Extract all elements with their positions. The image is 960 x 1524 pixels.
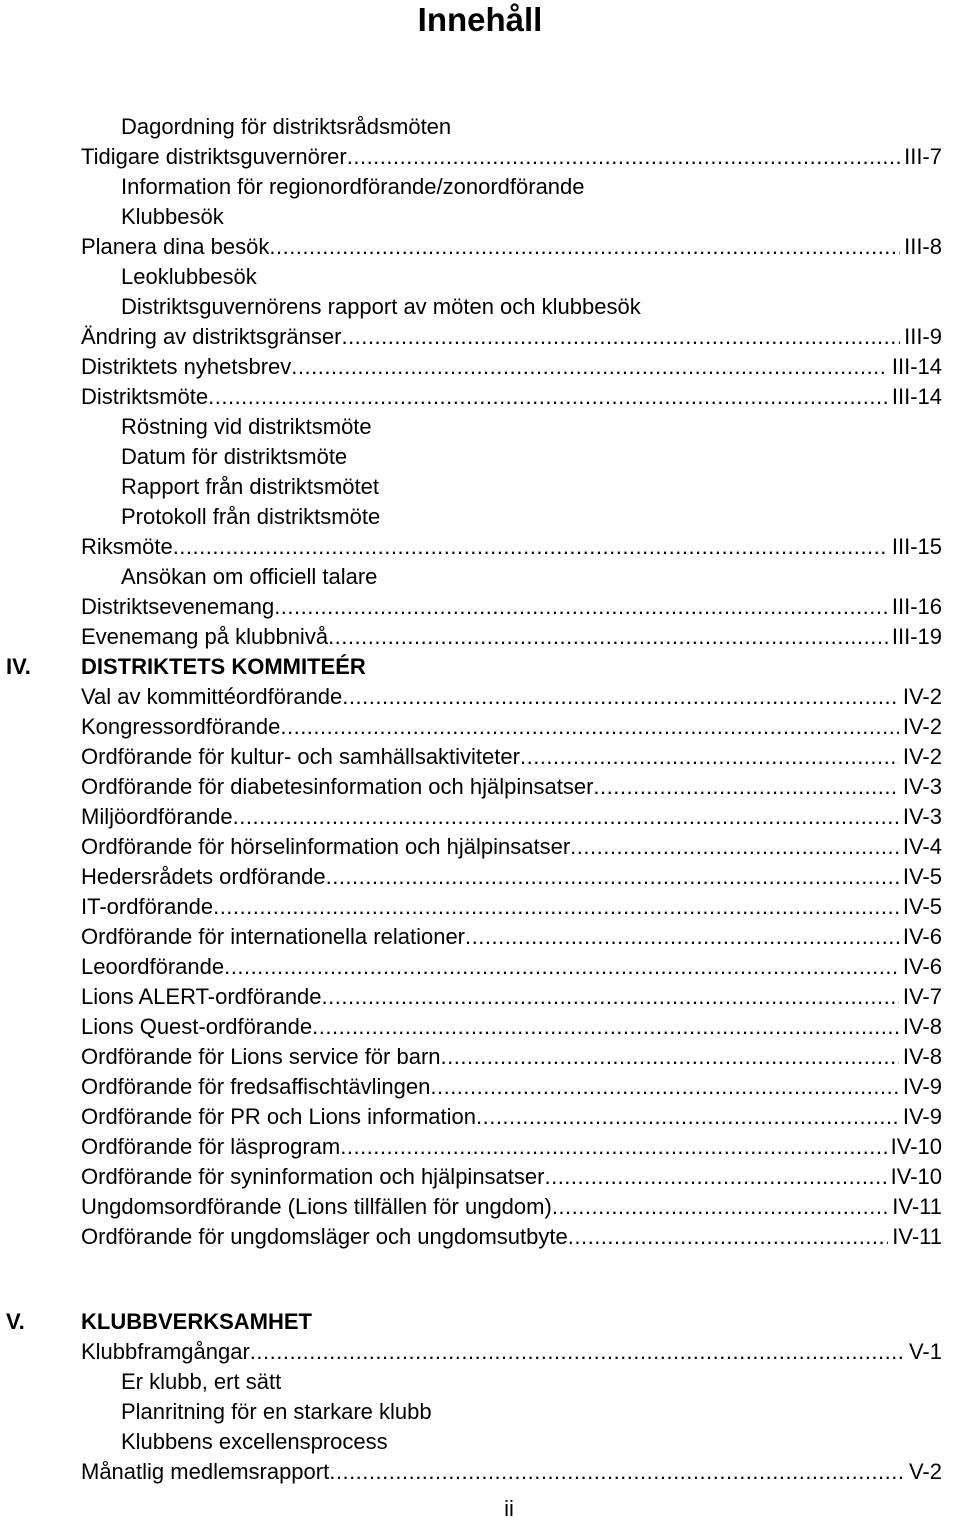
toc-entry-label: Månatlig medlemsrapport	[81, 1459, 330, 1484]
toc-entry-label: Ordförande för läsprogram	[81, 1134, 341, 1159]
toc-entry-label: Ungdomsordförande (Lions tillfällen för ungdom)	[81, 1194, 552, 1219]
toc-page-number: IV-3	[902, 774, 942, 799]
toc-entry	[0, 202, 960, 232]
toc-page-number: IV-11	[892, 1224, 942, 1249]
toc-entry	[0, 592, 960, 622]
leader-dots	[280, 712, 899, 742]
leader-dots	[250, 1337, 905, 1367]
toc-entry	[0, 1072, 960, 1102]
toc-page-number: IV-7	[902, 984, 942, 1009]
toc-entry-label: Evenemang på klubbnivå	[81, 624, 329, 649]
toc-entry	[0, 232, 960, 262]
toc-entry	[0, 1012, 960, 1042]
leader-dots	[224, 952, 899, 982]
leader-dots	[341, 322, 900, 352]
toc-entry-label: Lions Quest-ordförande	[81, 1014, 313, 1039]
leader-dots	[340, 1132, 886, 1162]
toc-page-number: IV-3	[902, 804, 942, 829]
toc-entry-label: Ansökan om officiell talare	[121, 564, 378, 589]
leader-dots	[347, 142, 900, 172]
toc-entry-label: Leoklubbesök	[121, 264, 257, 289]
toc-entry	[0, 712, 960, 742]
section-title: KLUBBVERKSAMHET	[81, 1309, 312, 1334]
page-number-footer: ii	[504, 1496, 514, 1521]
toc-entry-label: Ordförande för syninformation och hjälpinsatser	[81, 1164, 545, 1189]
toc-entry	[0, 832, 960, 862]
toc-entry	[0, 1367, 960, 1397]
toc-entry	[0, 622, 960, 652]
toc-entry-label: Klubbframgångar	[81, 1339, 250, 1364]
toc-page-number: III-19	[891, 624, 942, 649]
toc-entry	[0, 1222, 960, 1252]
leader-dots	[465, 922, 899, 952]
leader-dots	[520, 742, 899, 772]
toc-page-number: IV-9	[902, 1074, 942, 1099]
section-heading	[0, 652, 960, 682]
toc-entry	[0, 322, 960, 352]
leader-dots	[328, 622, 888, 652]
toc-entry-label: Ordförande för internationella relationer	[81, 924, 466, 949]
leader-dots	[274, 592, 888, 622]
leader-dots	[269, 232, 900, 262]
leader-dots	[593, 772, 898, 802]
toc-page-number: IV-9	[902, 1104, 942, 1129]
toc-page-number: IV-11	[892, 1194, 942, 1219]
leader-dots	[552, 1192, 888, 1222]
toc-entry-label: Riksmöte	[81, 534, 173, 559]
toc-entry	[0, 502, 960, 532]
toc-entry-label: Ordförande för ungdomsläger och ungdomsutbyte	[81, 1224, 568, 1249]
toc-page-number: III-9	[904, 324, 942, 349]
toc-page-number: III-16	[891, 594, 942, 619]
toc-entry-label: Datum för distriktsmöte	[121, 444, 348, 469]
toc-entry-label: IT-ordförande	[81, 894, 214, 919]
leader-dots	[291, 352, 888, 382]
toc-entry-label: Ordförande för hörselinformation och hjälpinsatser	[81, 834, 571, 859]
toc-entry-label: Ordförande för Lions service för barn	[81, 1044, 441, 1069]
toc-entry-label: Planera dina besök	[81, 234, 270, 259]
toc-entry	[0, 742, 960, 772]
toc-entry-label: Klubbesök	[121, 204, 224, 229]
toc-page-number: IV-2	[902, 744, 942, 769]
toc-entry	[0, 952, 960, 982]
toc-entry	[0, 412, 960, 442]
leader-dots	[173, 532, 888, 562]
leader-dots	[568, 1222, 889, 1252]
leader-dots	[312, 1012, 899, 1042]
toc-entry	[0, 1397, 960, 1427]
toc-entry-label: Distriktets nyhetsbrev	[81, 354, 292, 379]
leader-dots	[441, 1042, 899, 1072]
toc-entry	[0, 382, 960, 412]
toc-entry	[0, 922, 960, 952]
toc-entry	[0, 1132, 960, 1162]
toc-page-number: IV-8	[902, 1044, 942, 1069]
toc-page-number: IV-6	[902, 954, 942, 979]
toc-page-number: IV-10	[890, 1134, 942, 1159]
leader-dots	[213, 892, 899, 922]
toc-page-number: III-14	[891, 384, 942, 409]
toc-page-number: V-2	[908, 1459, 942, 1484]
toc-entry	[0, 1192, 960, 1222]
toc-entry	[0, 1162, 960, 1192]
toc-entry	[0, 562, 960, 592]
toc-entry-label: Kongressordförande	[81, 714, 281, 739]
toc-entry	[0, 1427, 960, 1457]
toc-entry-label: Rapport från distriktsmötet	[121, 474, 379, 499]
toc-entry	[0, 1337, 960, 1367]
toc-entry	[0, 772, 960, 802]
toc-entry-label: Ordförande för PR och Lions information	[81, 1104, 476, 1129]
toc-page-number: IV-4	[902, 834, 942, 859]
toc-entry-label: Ändring av distriktsgränser	[81, 324, 342, 349]
toc-page-number: IV-10	[890, 1164, 942, 1189]
toc-entry	[0, 442, 960, 472]
toc-entry-label: Hedersrådets ordförande	[81, 864, 326, 889]
toc-entry	[0, 682, 960, 712]
toc-entry-label: Miljöordförande	[81, 804, 233, 829]
toc-entry	[0, 172, 960, 202]
section-number: IV.	[6, 654, 31, 679]
section-number: V.	[6, 1309, 25, 1334]
toc-entry-label: Klubbens excellensprocess	[121, 1429, 388, 1454]
leader-dots	[430, 1072, 899, 1102]
toc-entry-label: Tidigare distriktsguvernörer	[81, 144, 347, 169]
toc-entry-label: Lions ALERT-ordförande	[81, 984, 322, 1009]
toc-entry-label: Planritning för en starkare klubb	[121, 1399, 432, 1424]
toc-page-number: III-8	[904, 234, 942, 259]
section-title: DISTRIKTETS KOMMITEÉR	[81, 654, 366, 679]
toc-page-number: III-15	[891, 534, 942, 559]
toc-entry	[0, 292, 960, 322]
toc-entry	[0, 532, 960, 562]
leader-dots	[342, 682, 899, 712]
section-heading	[0, 1307, 960, 1337]
toc-entry-label: Er klubb, ert sätt	[121, 1369, 282, 1394]
toc-entry	[0, 352, 960, 382]
toc-entry	[0, 112, 960, 142]
toc-entry-label: Distriktsmöte	[81, 384, 209, 409]
toc-page-number: III-14	[891, 354, 942, 379]
toc-entry-label: Ordförande för diabetesinformation och hjälpinsatser	[81, 774, 594, 799]
toc-entry-label: Distriktsguvernörens rapport av möten och klubbesök	[121, 294, 641, 319]
toc-entry	[0, 892, 960, 922]
toc-entry	[0, 472, 960, 502]
leader-dots	[476, 1102, 899, 1132]
toc-entry	[0, 802, 960, 832]
leader-dots	[570, 832, 899, 862]
toc-entry-label: Leoordförande	[81, 954, 225, 979]
toc-page-number: IV-5	[902, 864, 942, 889]
toc-entry	[0, 1042, 960, 1072]
toc-entry-label: Ordförande för kultur- och samhällsaktiviteter	[81, 744, 520, 769]
toc-page-number: IV-6	[902, 924, 942, 949]
toc-entry-label: Röstning vid distriktsmöte	[121, 414, 372, 439]
toc-page-number: III-7	[904, 144, 942, 169]
toc-entry-label: Dagordning för distriktsrådsmöten	[121, 114, 452, 139]
toc-entry-label: Val av kommittéordförande	[81, 684, 343, 709]
toc-entry	[0, 1102, 960, 1132]
leader-dots	[544, 1162, 886, 1192]
toc-entry-label: Protokoll från distriktsmöte	[121, 504, 381, 529]
toc-entry	[0, 1457, 960, 1487]
leader-dots	[233, 802, 899, 832]
toc-entry	[0, 262, 960, 292]
toc-entry-label: Ordförande för fredsaffischtävlingen	[81, 1074, 431, 1099]
page-title: Innehåll	[417, 1, 543, 38]
toc-entry	[0, 142, 960, 172]
leader-dots	[329, 1457, 905, 1487]
toc-page-number: IV-8	[902, 1014, 942, 1039]
toc-page-number: IV-5	[902, 894, 942, 919]
toc-page-number: IV-2	[902, 714, 942, 739]
toc-entry-label: Information för regionordförande/zonordförande	[121, 174, 585, 199]
toc-entry-label: Distriktsevenemang	[81, 594, 275, 619]
leader-dots	[322, 982, 899, 1012]
toc-page-number: IV-2	[902, 684, 942, 709]
toc-entry	[0, 862, 960, 892]
toc-entry	[0, 982, 960, 1012]
toc-page-number: V-1	[908, 1339, 942, 1364]
leader-dots	[326, 862, 899, 892]
leader-dots	[208, 382, 888, 412]
